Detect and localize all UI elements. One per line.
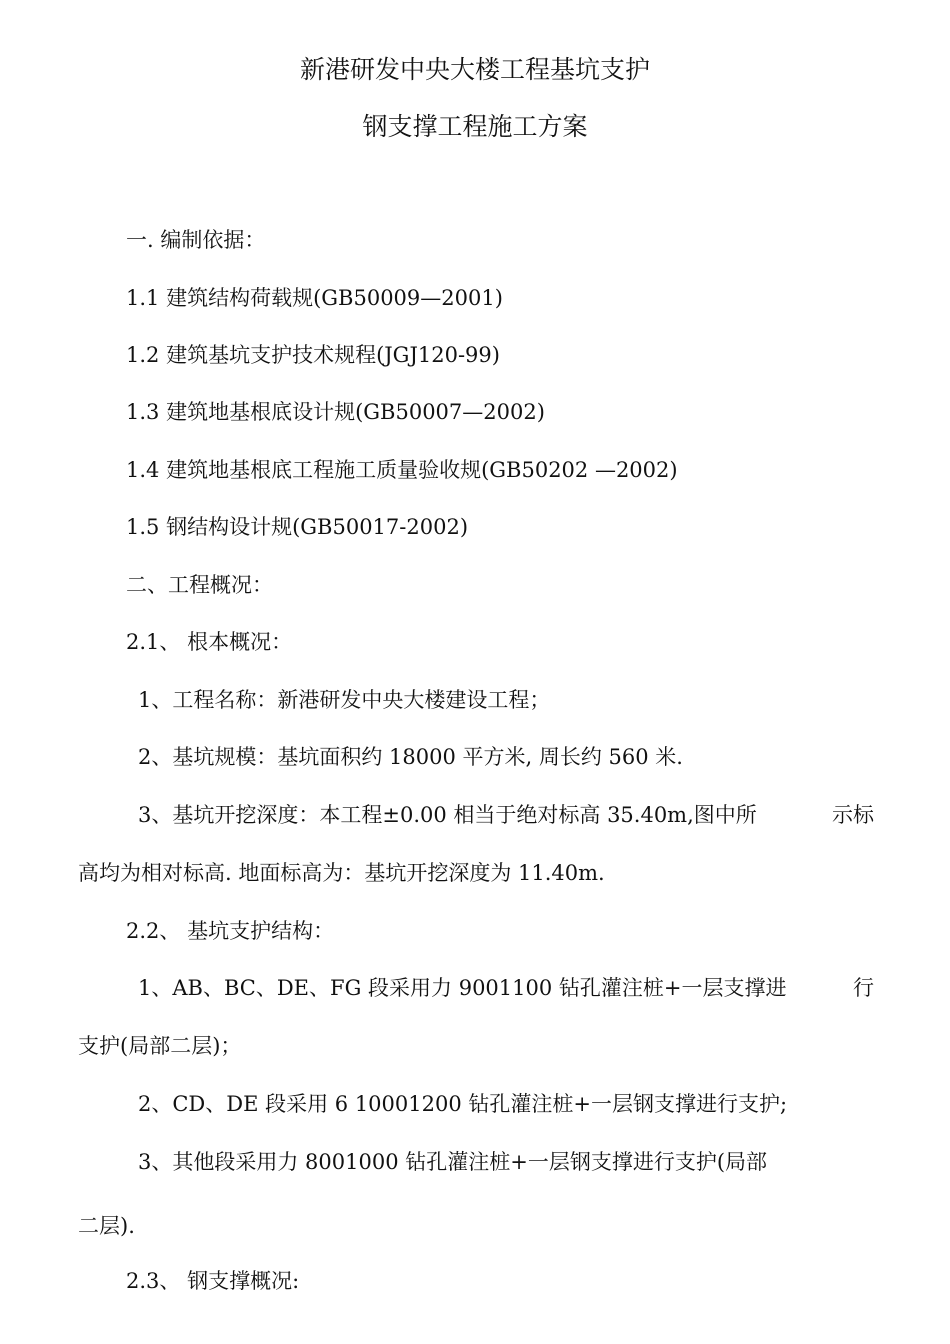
- document-title-line1: 新港研发中央大楼工程基坑支护: [299, 55, 650, 84]
- subsection-heading-basic: 2.1、 根本概况：: [126, 630, 293, 654]
- section-heading-overview: 二、工程概况：: [126, 573, 273, 597]
- support-item-1-line1: [78, 974, 874, 1002]
- basis-item: 1.3 建筑地基根底设计规(GB50007—2002): [126, 400, 545, 424]
- overview-item-depth-text: 3、基坑开挖深度：本工程±0.00 相当于绝对标高 35.40m,图中所: [138, 803, 757, 827]
- basis-item: 1.2 建筑基坑支护技术规程(JGJ120-99): [126, 343, 500, 367]
- subsection-heading-steel-support: 2.3、 钢支撑概况:: [126, 1269, 300, 1293]
- basis-item: 1.4 建筑地基根底工程施工质量验收规(GB50202 —2002): [126, 458, 678, 482]
- basis-item: 1.1 建筑结构荷载规(GB50009—2001): [126, 286, 503, 310]
- section-heading-basis: 一. 编制依据：: [126, 228, 266, 252]
- basis-item: 1.5 钢结构设计规(GB50017-2002): [126, 515, 469, 539]
- overview-item-depth-line1: [78, 801, 874, 829]
- overview-item-name: 1、工程名称：新港研发中央大楼建设工程；: [138, 688, 551, 712]
- document-title-line2: 钢支撑工程施工方案: [362, 112, 588, 141]
- overview-item-depth-text-end: 示标: [832, 803, 874, 827]
- overview-item-depth-line2: 高均为相对标高. 地面标高为：基坑开挖深度为 11.40m.: [78, 861, 605, 885]
- overview-item-scale: 2、基坑规模：基坑面积约 18000 平方米, 周长约 560 米.: [138, 745, 683, 769]
- support-item-1-text: 1、AB、BC、DE、FG 段采用力 9001100 钻孔灌注桩+一层支撑进: [138, 976, 787, 1000]
- support-item-3-line1: 3、其他段采用力 8001000 钻孔灌注桩+一层钢支撑进行支护(局部: [138, 1150, 768, 1174]
- subsection-heading-support: 2.2、 基坑支护结构：: [126, 919, 335, 943]
- support-item-3-line2: 二层).: [78, 1214, 135, 1238]
- support-item-1-line2: 支护(局部二层)；: [78, 1034, 242, 1058]
- support-item-2: 2、CD、DE 段采用 6 10001200 钻孔灌注桩+一层钢支撑进行支护;: [138, 1092, 788, 1116]
- support-item-1-text-end: 行: [853, 976, 874, 1000]
